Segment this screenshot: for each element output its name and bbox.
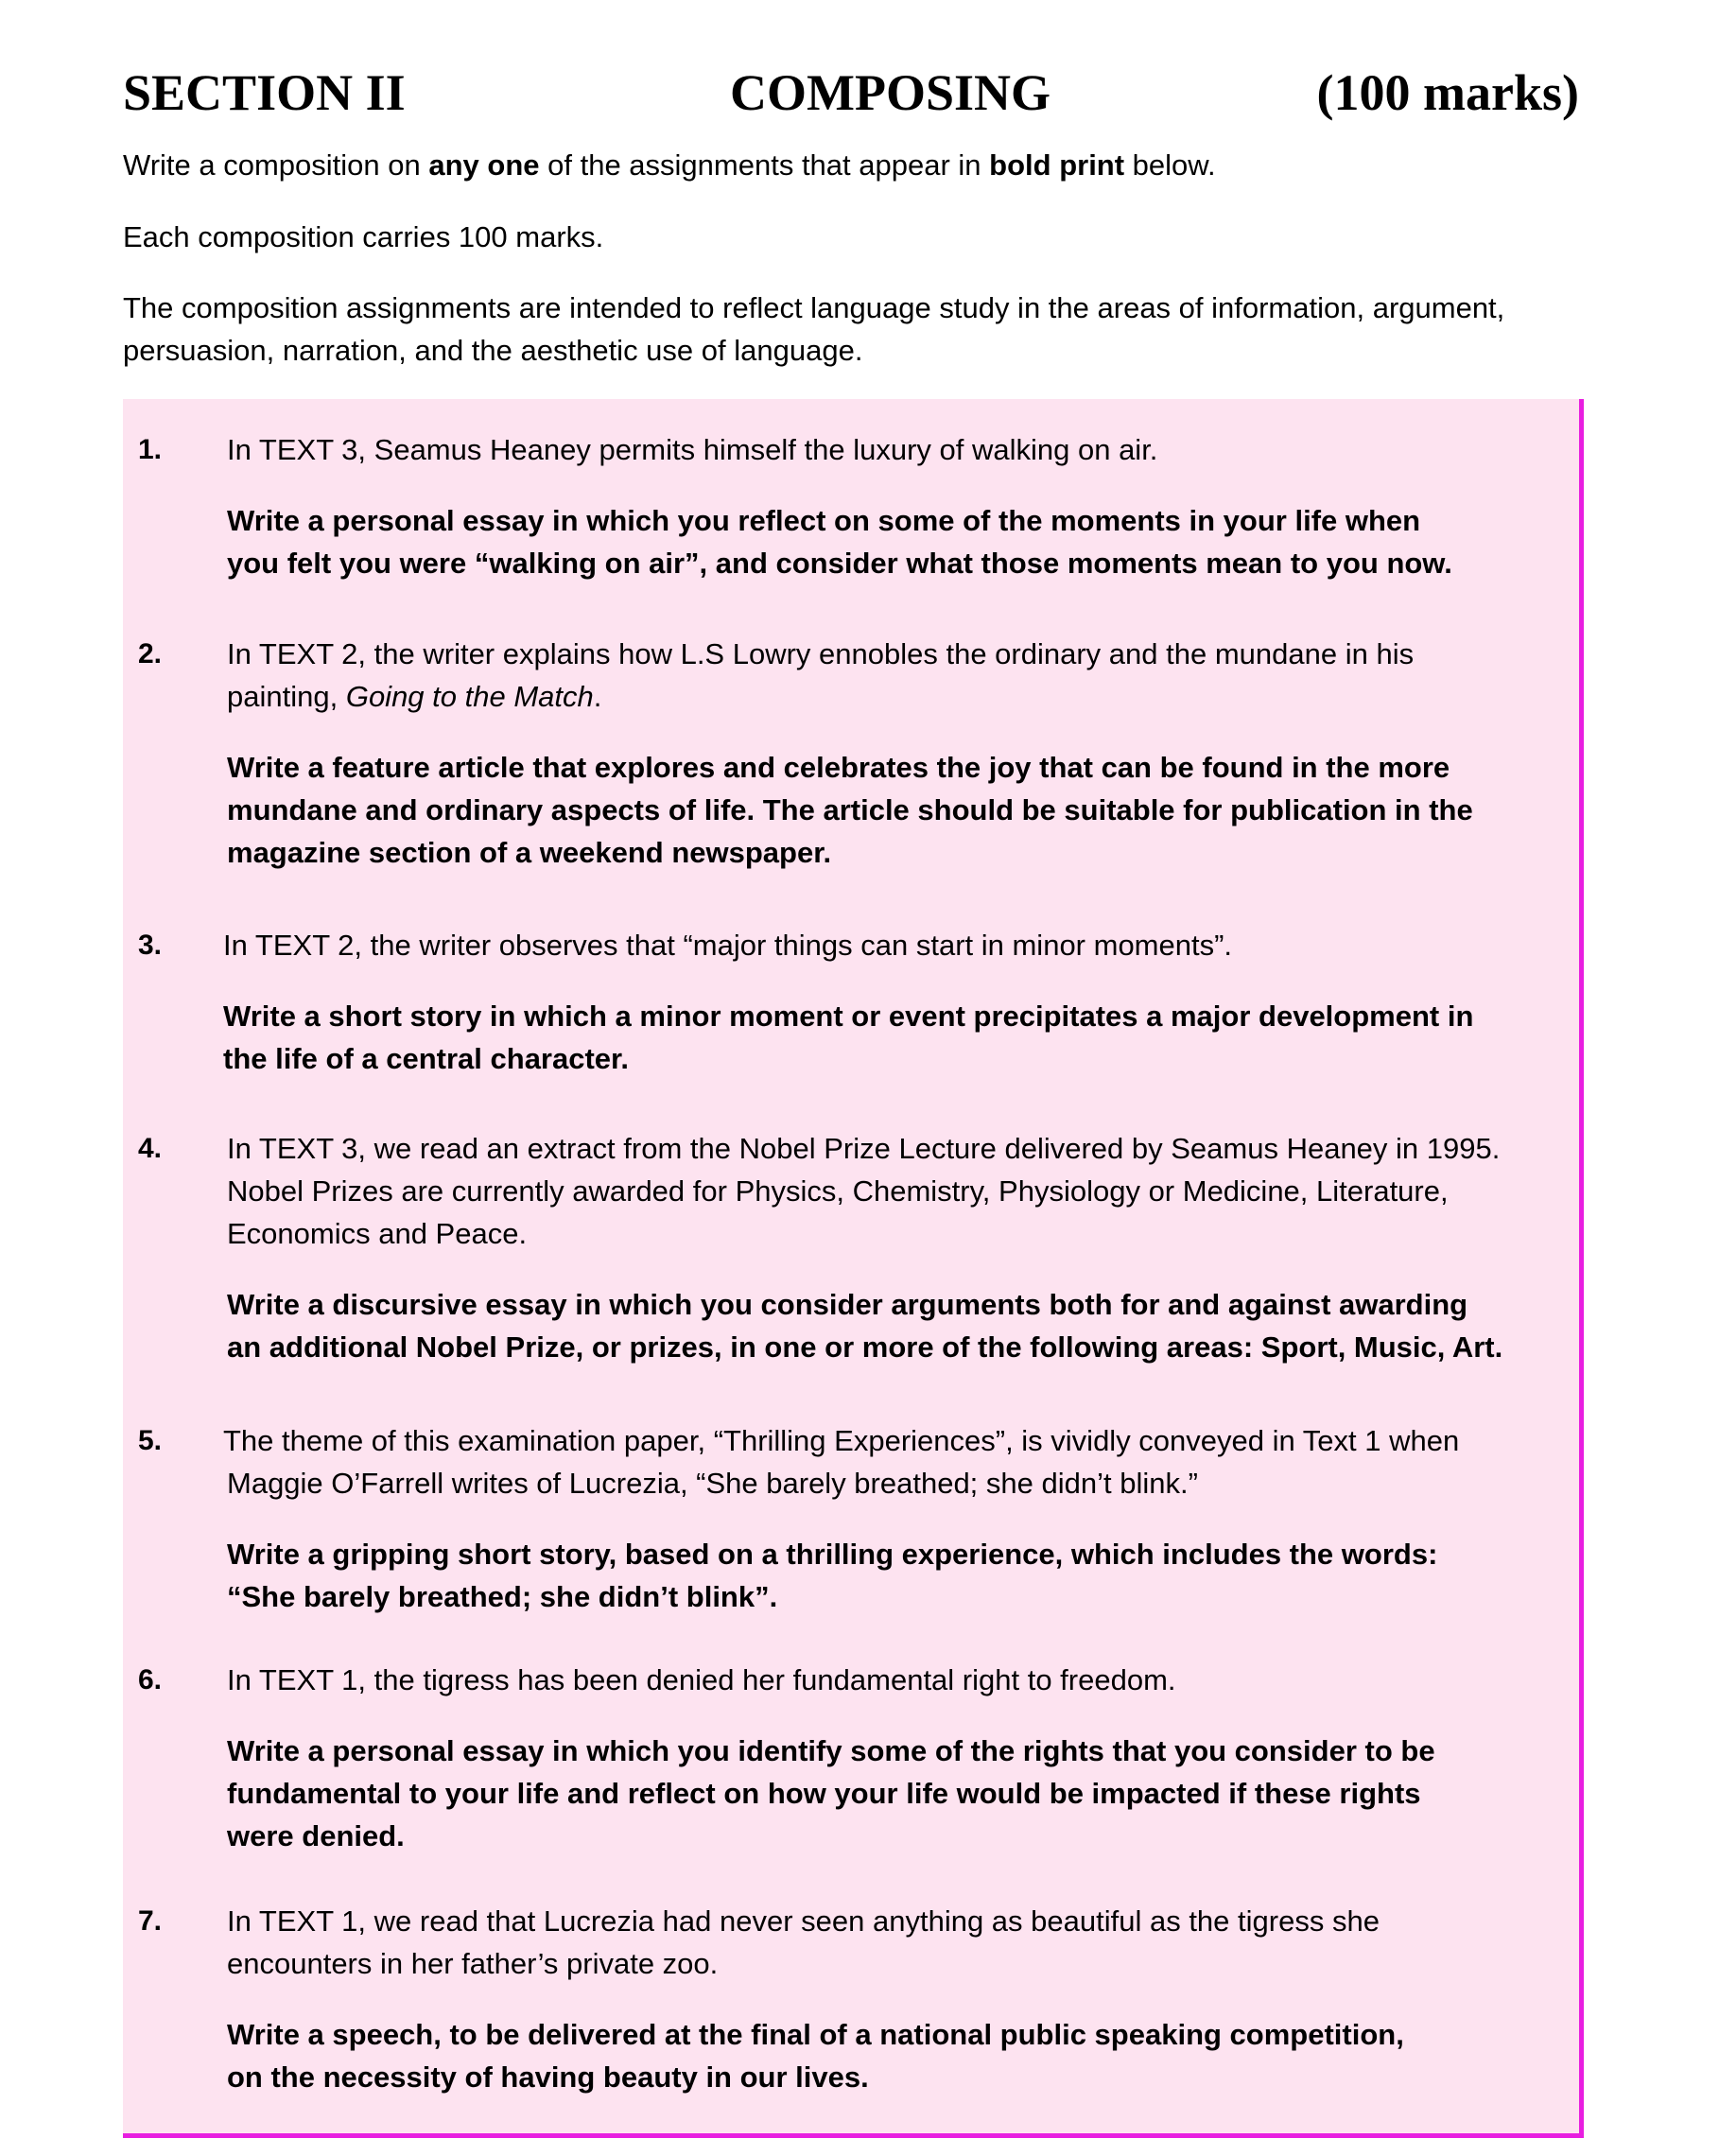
section-title: COMPOSING bbox=[730, 64, 1051, 121]
question-number: 3. bbox=[138, 930, 163, 961]
question-task: Write a discursive essay in which you consider arguments both for and against awarding an additional Nobel Prize, or prizes, in one or more of the following areas: Sport, Music, Art. bbox=[227, 1288, 1503, 1364]
question-number: 1. bbox=[138, 434, 163, 465]
question-prompt: In TEXT 2, the writer explains how L.S Lowry ennobles the ordinary and the mundane in his painting, Going to the Match. bbox=[227, 637, 1415, 713]
intro-line-marks: Each composition carries 100 marks. bbox=[123, 220, 604, 253]
question-prompt: The theme of this examination paper, “Thrilling Experiences”, is vividly conveyed in Text 1 when Maggie O’Farrell writes of Lucrezia, “She barely breathed; she didn’t blink.” bbox=[223, 1424, 1460, 1500]
question-task: Write a personal essay in which you reflect on some of the moments in your life when you felt you were “walking on air”, and consider what those moments mean to you now. bbox=[227, 504, 1452, 580]
question-task: Write a short story in which a minor moment or event precipitates a major development in the life of a central character. bbox=[223, 1000, 1474, 1075]
question-number: 6. bbox=[138, 1664, 163, 1695]
section-header bbox=[123, 55, 1579, 130]
question-number: 4. bbox=[138, 1133, 163, 1164]
emphasis-any-one: any one bbox=[428, 148, 540, 182]
question-task: Write a personal essay in which you identify some of the rights that you consider to be fundamental to your life and reflect on how your life would be impacted if these rights were denied. bbox=[227, 1734, 1435, 1852]
intro-line-purpose: The composition assignments are intended to reflect language study in the areas of information, argument, persuasion, narration, and the aesthetic use of language. bbox=[123, 291, 1505, 367]
question-number: 5. bbox=[138, 1425, 163, 1456]
question-task: Write a feature article that explores and celebrates the joy that can be found in the more mundane and ordinary aspects of life. The article should be suitable for publication in the magazine section of a weekend newspaper. bbox=[227, 751, 1473, 869]
question-task: Write a gripping short story, based on a thrilling experience, which includes the words: “She barely breathed; she didn’t blink”. bbox=[227, 1538, 1438, 1613]
question-prompt: In TEXT 3, Seamus Heaney permits himself the luxury of walking on air. bbox=[227, 433, 1158, 466]
question-prompt: In TEXT 1, the tigress has been denied her fundamental right to freedom. bbox=[227, 1663, 1176, 1696]
emphasis-bold-print: bold print bbox=[989, 148, 1125, 182]
question-number: 7. bbox=[138, 1905, 163, 1937]
section-label: SECTION II bbox=[123, 64, 406, 121]
question-number: 2. bbox=[138, 638, 163, 669]
question-prompt: In TEXT 1, we read that Lucrezia had never seen anything as beautiful as the tigress she encounters in her father’s private zoo. bbox=[227, 1904, 1380, 1980]
assignments-box bbox=[123, 399, 1584, 2138]
intro-line-instructions: Write a composition on any one of the assignments that appear in bold print below. bbox=[123, 148, 1216, 182]
question-prompt: In TEXT 3, we read an extract from the Nobel Prize Lecture delivered by Seamus Heaney in 1995. Nobel Prizes are currently awarded for Physics, Chemistry, Physiology or Medicine, Literature, Economics and Peace. bbox=[227, 1132, 1501, 1250]
painting-title: Going to the Match bbox=[345, 680, 594, 713]
question-prompt: In TEXT 2, the writer observes that “major things can start in minor moments”. bbox=[223, 929, 1233, 962]
question-task: Write a speech, to be delivered at the final of a national public speaking competition, on the necessity of having beauty in our lives. bbox=[227, 2018, 1404, 2094]
section-marks: (100 marks) bbox=[1316, 64, 1579, 121]
